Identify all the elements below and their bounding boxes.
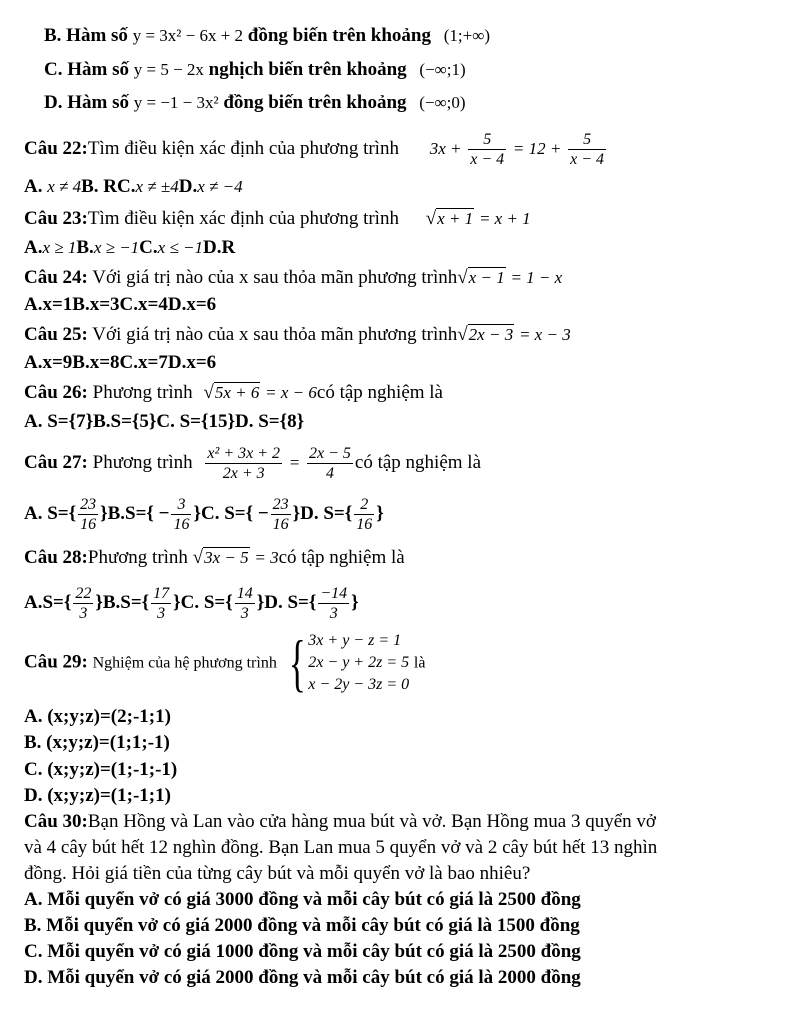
q26-sqrt: √5x + 6 [203,382,260,403]
q30-line-1 [24,810,656,834]
q27-d-num: 2 [354,495,374,515]
q23-a-val: x ≥ 1 [42,238,77,257]
q24-eq-right: = 1 − x [510,268,563,287]
q30-line-3: đồng. Hỏi giá tiền của từng cây bút và mỗi quyển vở là bao nhiêu? [24,863,531,884]
q27-num2: 2x − 5 [309,445,351,462]
q27-b-den: 16 [173,516,190,533]
q21-b-interval: (1;+∞) [443,26,491,45]
q27-d-frac [354,495,374,534]
q28-a-pre: A.S={ [24,591,72,613]
q23-b-val: x ≥ −1 [93,238,140,257]
q29-eq1: 3x + y − z = 1 [308,632,402,649]
q22-eq-left: 3x + [429,138,462,158]
q27-frac-left [205,444,282,483]
q27-b-pre: }B.S={ − [100,502,170,524]
q22-a-val: x ≠ 4 [47,177,82,196]
q29-text: Nghiệm của hệ phương trình [92,654,277,672]
q24-label: Câu 24: [24,267,88,288]
q29-eq2: 2x − y + 2z = 5 [308,654,410,671]
q29-option-d: D. (x;y;z)=(1;-1;1) [24,785,171,806]
q26-eq-right: = x − 6 [265,383,317,402]
q25-label: Câu 25: [24,324,88,345]
q28-rad: 3x − 5 [204,548,249,567]
q22-frac-1 [468,130,506,169]
q27-b-frac [171,495,191,534]
q23-sqrt: √x + 1 [425,208,474,229]
q30-option-a: A. Mỗi quyển vở có giá 3000 đồng và mỗi cây bút có giá là 2500 đồng [24,889,581,910]
q21-b-label: B. Hàm số [44,25,128,46]
q28-label: Câu 28: [24,547,88,568]
q23-rad: x + 1 [437,209,474,228]
q25-answers: A.x=9B.x=8C.x=7D.x=6 [24,352,217,373]
q28-sqrt: √3x − 5 [192,547,249,568]
q28-b-pre: }B.S={ [95,591,150,613]
q22-text: Tìm điều kiện xác định của phương trình [87,137,399,159]
q30-option-d: D. Mỗi quyển vở có giá 2000 đồng và mỗi cây bút có giá là 2000 đồng [24,967,581,988]
q27-num1: x² + 3x + 2 [207,445,281,462]
q21-option-c [44,58,466,82]
q21-option-d [44,91,466,115]
q26-answers: A. S={7}B.S={5}C. S={15}D. S={8} [24,411,305,432]
q23-eq-right: = x + 1 [478,209,531,228]
q26-question [24,381,443,405]
q26-tail: có tập nghiệm là [316,382,443,403]
q22-frac-2-den: x − 4 [570,151,605,168]
q23-a-label: A. [24,237,43,258]
q28-c-num: 14 [236,585,253,602]
q23-label: Câu 23: [24,208,88,229]
q24-question [24,266,562,290]
q27-a-num: 23 [80,496,97,513]
q29-label: Câu 29: [24,651,88,673]
q21-d-func: y = −1 − 3x² [133,93,219,112]
q26-rad: 5x + 6 [214,383,260,402]
q22-b-label: B. R [81,176,118,197]
q21-c-interval: (−∞;1) [419,60,466,79]
q29-eq3: x − 2y − 3z = 0 [308,676,410,693]
q26-text: Phương trình [92,382,193,403]
q29-tail: là [413,654,426,672]
q22-frac-1-num: 5 [468,130,506,150]
q27-c-frac [271,495,291,534]
q27-a-pre: A. S={ [24,502,77,524]
q22-d-label: D. [178,176,198,197]
q28-c-den: 3 [240,605,249,622]
q28-b-frac [151,584,171,623]
q23-text: Tìm điều kiện xác định của phương trình [87,208,399,229]
q27-text: Phương trình [92,451,193,473]
q29-option-a: A. (x;y;z)=(2;-1;1) [24,706,171,727]
q27-c-pre: }C. S={ − [193,502,269,524]
q27-frac-right [307,444,353,483]
q22-frac-2 [568,130,606,169]
q27-label: Câu 27: [24,451,88,473]
q25-rad: 2x − 3 [468,325,514,344]
q28-eq-right: = 3 [254,548,279,567]
q28-answers [24,584,359,623]
q28-text: Phương trình [87,547,188,568]
q29-question [24,627,426,698]
q29-system [308,630,409,696]
q29-option-c: C. (x;y;z)=(1;-1;-1) [24,759,178,780]
q21-c-text: nghịch biến trên khoảng [208,59,407,80]
q27-end: } [376,502,384,524]
q28-c-frac [235,584,255,623]
q27-d-pre: }D. S={ [292,502,353,524]
q22-frac-1-den: x − 4 [470,151,505,168]
q21-b-func: y = 3x² − 6x + 2 [132,26,244,45]
q30-label: Câu 30: [24,811,88,832]
q22-frac-2-num: 5 [568,130,606,150]
q22-eq-mid: = 12 + [512,138,562,158]
q21-c-label: C. Hàm số [44,59,129,80]
q28-a-den: 3 [79,605,88,622]
q22-d-val: x ≠ −4 [197,177,243,196]
q28-end: } [351,591,359,613]
q21-d-interval: (−∞;0) [419,93,466,112]
q27-den2: 4 [325,465,334,482]
q27-c-den: 16 [272,516,289,533]
q22-c-label: C. [117,176,136,197]
q28-d-den: 3 [329,605,338,622]
q27-a-den: 16 [80,516,97,533]
q28-b-num: 17 [153,585,170,602]
q21-d-text: đồng biến trên khoảng [223,92,407,113]
q24-answers: A.x=1B.x=3C.x=4D.x=6 [24,294,217,315]
q30-option-c: C. Mỗi quyển vở có giá 1000 đồng và mỗi cây bút có giá là 2500 đồng [24,941,581,962]
q28-d-frac [318,584,349,623]
q30-option-b: B. Mỗi quyển vở có giá 2000 đồng và mỗi cây bút có giá là 1500 đồng [24,915,580,936]
q27-b-num: 3 [171,495,191,515]
q21-c-func: y = 5 − 2x [133,60,204,79]
q27-answers [24,495,384,534]
q29-brace: { [288,627,306,698]
q22-label: Câu 22: [24,137,88,159]
q25-question [24,323,571,347]
q27-den1: 2x + 3 [222,465,265,482]
q23-answers [24,236,235,260]
q23-b-label: B. [76,237,94,258]
q23-d-label: D.R [203,237,236,258]
q22-a-label: A. [24,176,43,197]
q27-c-num: 23 [272,496,289,513]
q29-option-b: B. (x;y;z)=(1;1;-1) [24,732,170,753]
q25-eq-right: = x − 3 [518,325,571,344]
q28-a-num: 22 [75,585,92,602]
q27-d-den: 16 [356,516,373,533]
q27-eq: = [288,452,301,472]
q22-answers [24,175,243,199]
q28-tail: có tập nghiệm là [278,547,405,568]
q26-label: Câu 26: [24,382,88,403]
q30-line1: Bạn Hồng và Lan vào cửa hàng mua bút và vở. Bạn Hồng mua 3 quyển vở [87,811,656,832]
q23-c-label: C. [139,237,158,258]
q25-text: Với giá trị nào của x sau thỏa mãn phương trình [92,324,458,345]
q24-text: Với giá trị nào của x sau thỏa mãn phương trình [92,267,458,288]
q28-b-den: 3 [157,605,166,622]
q24-sqrt: √x − 1 [457,267,505,288]
q23-c-val: x ≤ −1 [157,238,204,257]
q21-b-text: đồng biến trên khoảng [247,25,431,46]
q28-a-frac [73,584,93,623]
q28-question [24,546,405,570]
q22-c-val: x ≠ ±4 [135,177,179,196]
q21-d-label: D. Hàm số [44,92,129,113]
q24-rad: x − 1 [468,268,505,287]
q27-question [24,444,481,483]
q25-sqrt: √2x − 3 [457,324,514,345]
q23-question [24,207,531,231]
q28-d-num: −14 [320,585,348,602]
q30-line-2: và 4 cây bút hết 12 nghìn đồng. Bạn Lan mua 5 quyển vở và 2 cây bút hết 13 nghìn [24,837,658,858]
q27-tail: có tập nghiệm là [354,451,482,473]
q21-option-b [44,24,490,48]
q28-d-pre: }D. S={ [256,591,317,613]
q22-question [24,130,608,169]
q27-a-frac [78,495,98,534]
q28-c-pre: }C. S={ [173,591,233,613]
